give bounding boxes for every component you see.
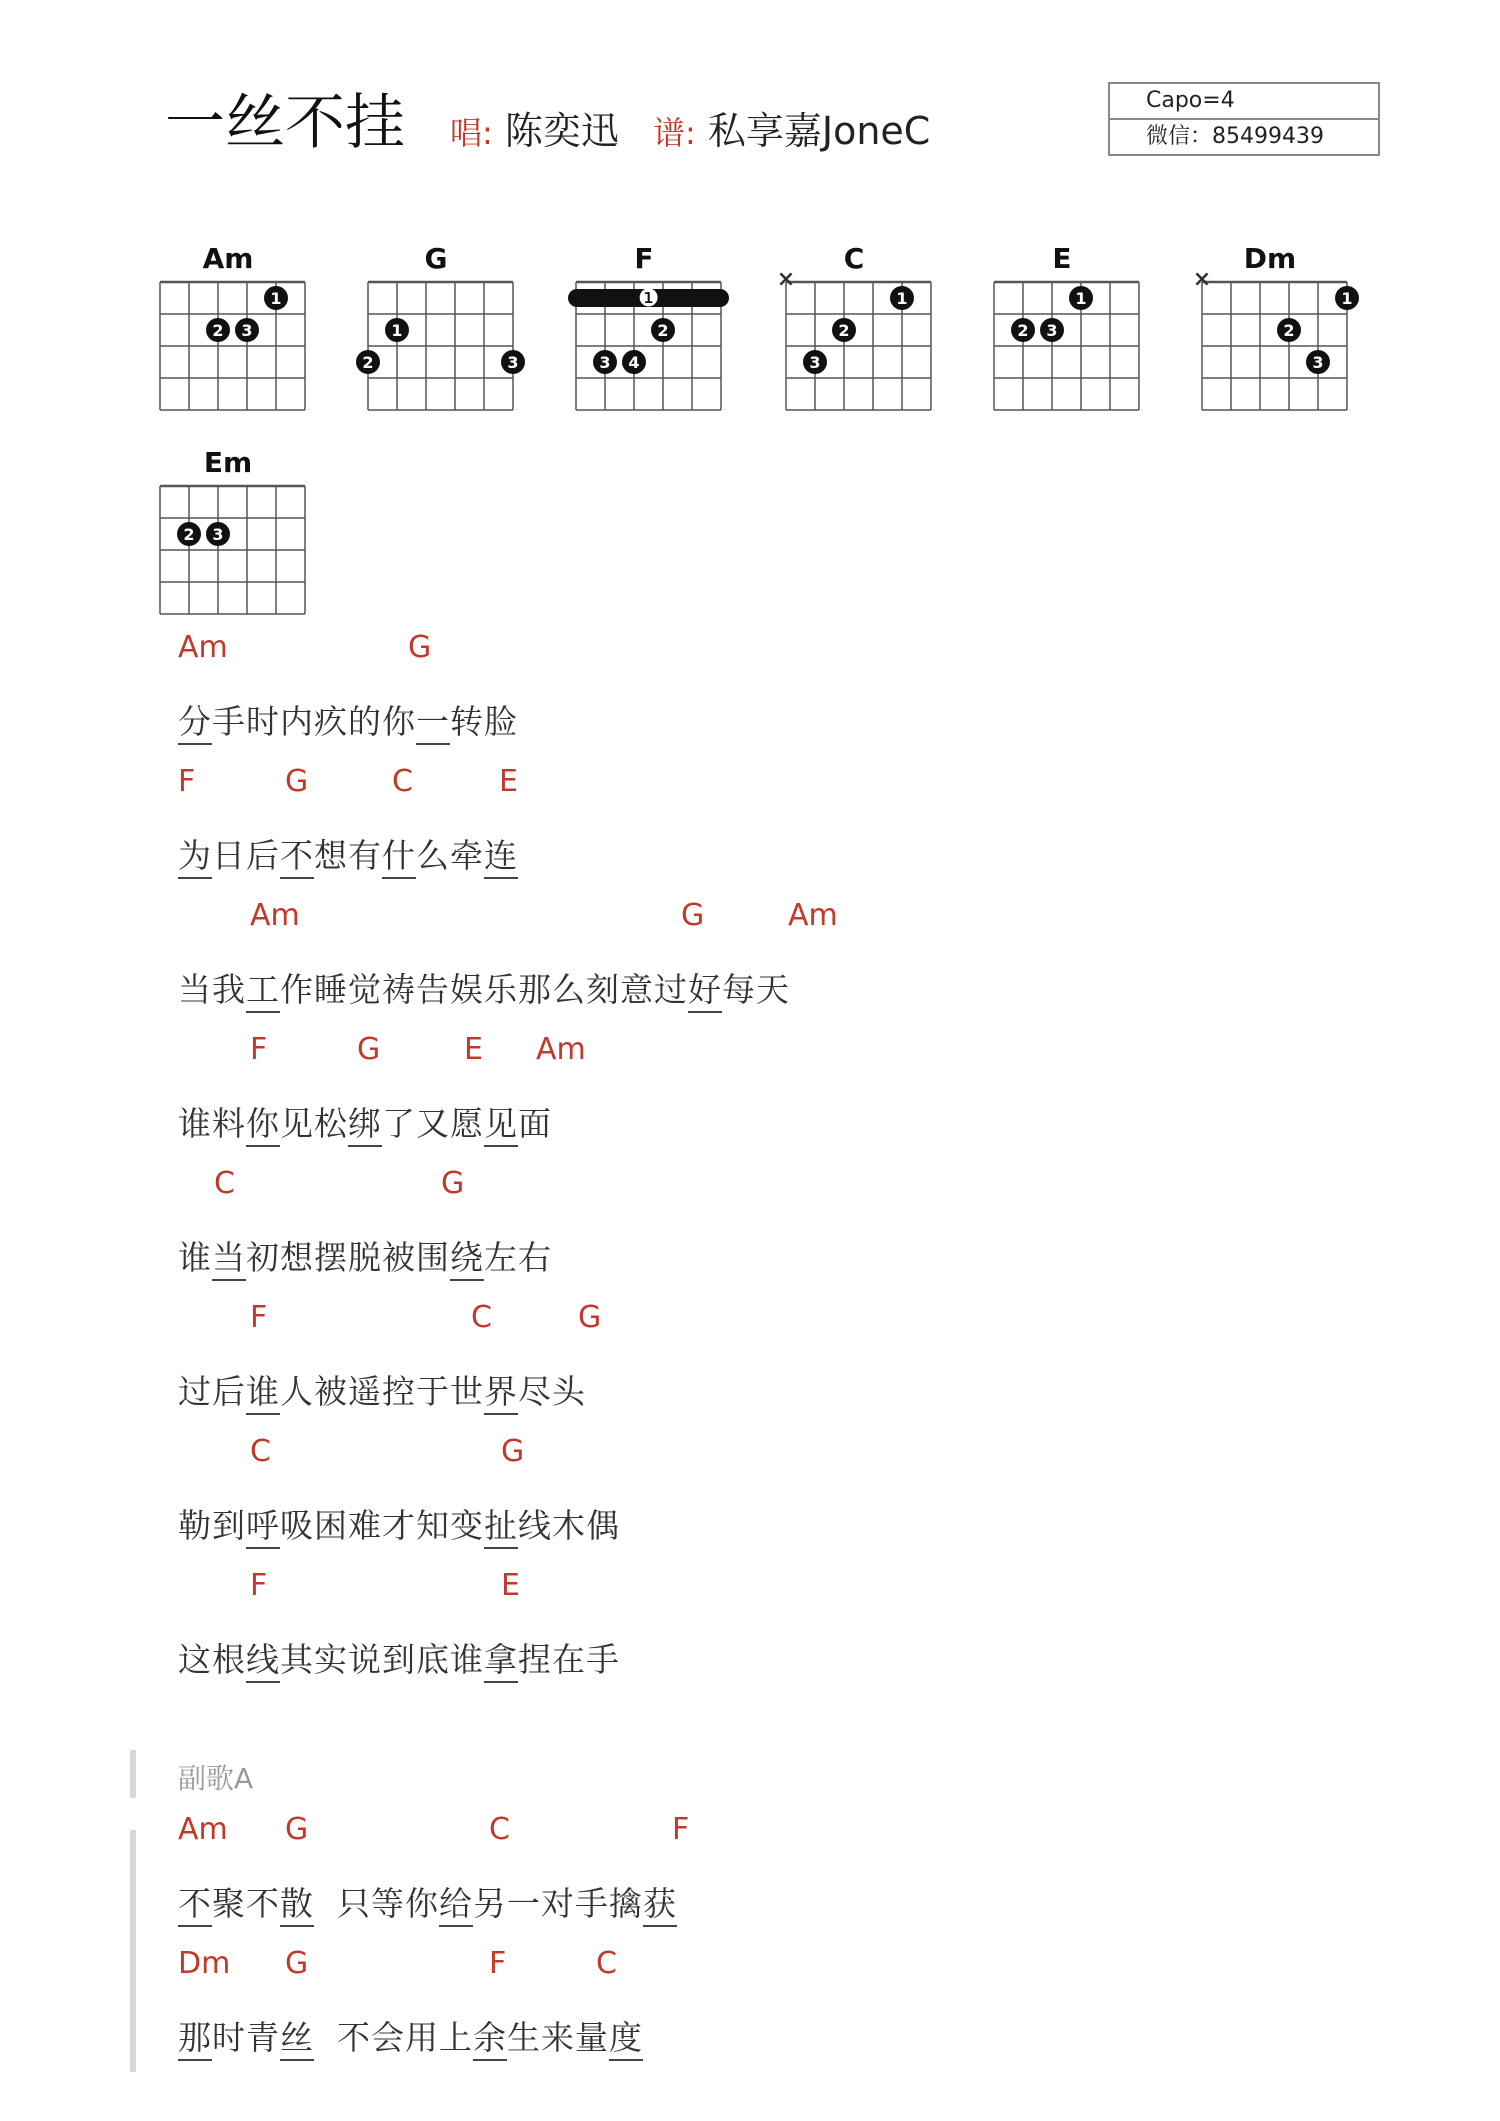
- chord-label: G: [441, 1166, 465, 1201]
- chord-label: Am: [536, 1032, 586, 1067]
- fretboard-grid: [138, 476, 318, 636]
- wechat-text: 微信：85499439: [1110, 118, 1378, 154]
- chord-label: F: [250, 1300, 268, 1335]
- chord-diagram-g: [346, 242, 526, 432]
- fretboard-grid: [346, 272, 526, 432]
- fretboard-grid: [1180, 272, 1360, 432]
- song-title: 一丝不挂: [165, 88, 405, 158]
- lyric-line: 分手时内疚的你一转脸: [178, 696, 518, 743]
- chord-label: F: [178, 764, 196, 799]
- chord-label: Am: [178, 1812, 228, 1847]
- chord-name: E: [1052, 242, 1072, 275]
- finger-number: 2: [1283, 321, 1295, 340]
- finger-number: 1: [391, 321, 403, 340]
- chord-name: F: [634, 242, 654, 275]
- finger-number: 1: [270, 289, 282, 308]
- lyric-line: 谁当初想摆脱被围绕左右: [178, 1232, 552, 1279]
- fretboard-grid: [138, 272, 318, 432]
- finger-number: 3: [507, 353, 519, 372]
- chord-label: C: [214, 1166, 235, 1201]
- chord-label: E: [499, 764, 518, 799]
- mute-mark: ×: [1192, 272, 1212, 292]
- chord-label: C: [250, 1434, 271, 1469]
- credits: [450, 106, 952, 158]
- chord-name: Am: [202, 242, 254, 275]
- chord-label: Dm: [178, 1946, 231, 1981]
- lyric-line: 当我工作睡觉祷告娱乐那么刻意过好每天: [178, 964, 790, 1011]
- singer-name: 陈奕迅: [504, 109, 619, 153]
- chord-label: Am: [788, 898, 838, 933]
- chord-label: Am: [250, 898, 300, 933]
- capo-text: Capo=4: [1146, 88, 1235, 113]
- chord-label: G: [681, 898, 705, 933]
- chord-name: Dm: [1243, 242, 1297, 275]
- finger-number: 3: [1312, 353, 1324, 372]
- chord-label: G: [578, 1300, 602, 1335]
- chord-name: C: [843, 242, 865, 275]
- lyric-line: 这根线其实说到底谁拿捏在手: [178, 1634, 620, 1681]
- lyric-line: 过后谁人被遥控于世界尽头: [178, 1366, 586, 1413]
- fretboard-grid: [972, 272, 1152, 432]
- fretboard-grid: [554, 272, 734, 432]
- lyric-line: 那时青丝 不会用上余生来量度: [178, 2012, 643, 2059]
- finger-number: 1: [896, 289, 908, 308]
- lyric-line: 不聚不散 只等你给另一对手擒获: [178, 1878, 677, 1925]
- chord-name: G: [424, 242, 448, 275]
- finger-number: 2: [838, 321, 850, 340]
- finger-number: 4: [628, 353, 640, 372]
- chorus-bar: [130, 1830, 136, 2072]
- chord-label: F: [250, 1568, 268, 1603]
- chord-diagram-f: [554, 242, 734, 432]
- lyric-line: 勒到呼吸困难才知变扯线木偶: [178, 1500, 620, 1547]
- chord-label: F: [672, 1812, 690, 1847]
- section-marker: [130, 1750, 136, 1798]
- chord-label: C: [489, 1812, 510, 1847]
- finger-number: 3: [599, 353, 611, 372]
- finger-number: 2: [183, 525, 195, 544]
- finger-number: 3: [212, 525, 224, 544]
- chord-label: G: [357, 1032, 381, 1067]
- chord-diagram-e: [972, 242, 1152, 432]
- finger-number: 2: [212, 321, 224, 340]
- lyric-line: 为日后不想有什么牵连: [178, 830, 518, 877]
- chord-label: E: [501, 1568, 520, 1603]
- finger-number: 1: [1075, 289, 1087, 308]
- mute-mark: ×: [776, 272, 796, 292]
- chord-diagram-em: [138, 446, 318, 636]
- chord-label: G: [501, 1434, 525, 1469]
- finger-number: 1: [1341, 289, 1353, 308]
- finger-number: 2: [1017, 321, 1029, 340]
- chord-label: G: [285, 1946, 309, 1981]
- finger-number: 2: [362, 353, 374, 372]
- chord-label: G: [285, 764, 309, 799]
- chord-label: C: [471, 1300, 492, 1335]
- chord-label: E: [464, 1032, 483, 1067]
- chord-label: F: [489, 1946, 507, 1981]
- capo-info-box: [1108, 82, 1380, 156]
- finger-number: 3: [241, 321, 253, 340]
- chord-label: G: [285, 1812, 309, 1847]
- finger-number: ❶: [637, 284, 660, 312]
- chord-label: C: [596, 1946, 617, 1981]
- chord-label: G: [408, 630, 432, 665]
- finger-number: 3: [1046, 321, 1058, 340]
- chord-label: F: [250, 1032, 268, 1067]
- finger-number: 3: [809, 353, 821, 372]
- section-label: 副歌A: [178, 1762, 254, 1795]
- chord-label: C: [392, 764, 413, 799]
- chord-diagram-am: [138, 242, 318, 432]
- lyric-line: 谁料你见松绑了又愿见面: [178, 1098, 552, 1145]
- chord-diagram-c: [764, 242, 944, 432]
- chord-label: Am: [178, 630, 228, 665]
- finger-number: 2: [657, 321, 669, 340]
- score-label: 谱:: [653, 114, 696, 152]
- chord-diagram-dm: [1180, 242, 1360, 432]
- singer-label: 唱:: [450, 114, 493, 152]
- fretboard-grid: [764, 272, 944, 432]
- chord-name: Em: [203, 446, 253, 479]
- arranger-name: 私享嘉JoneC: [707, 109, 931, 153]
